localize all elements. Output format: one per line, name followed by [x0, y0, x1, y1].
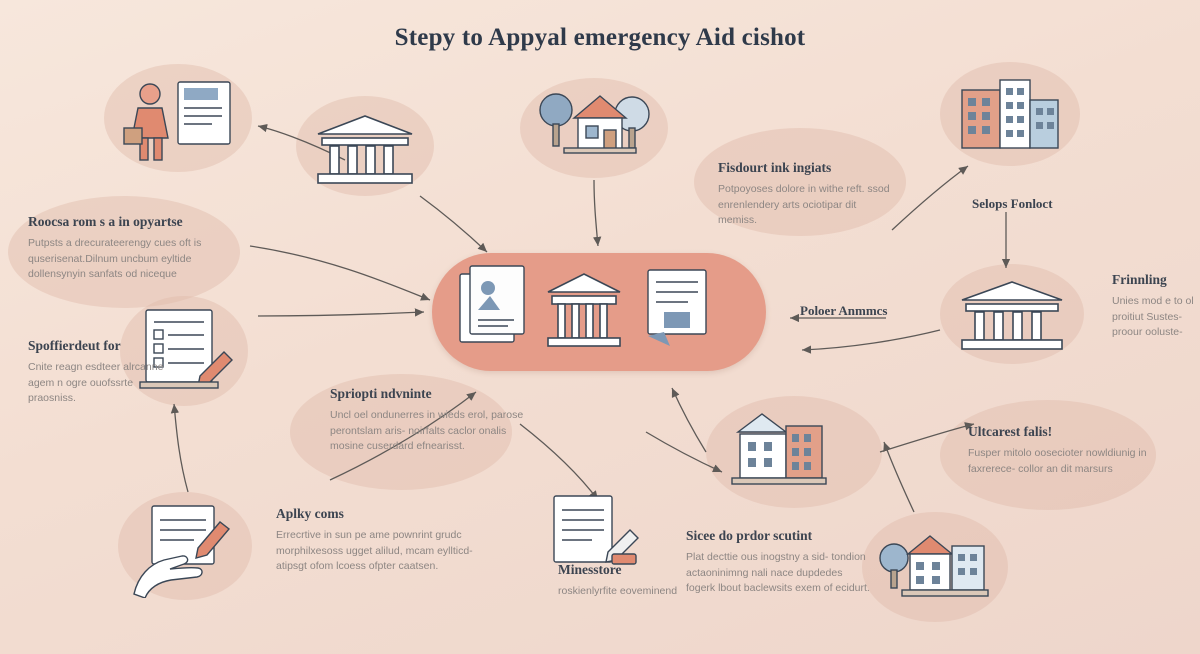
node-left-middle-body: Cnite reagn esdteer alrcanne agem n ogre ouofssrte praosniss. — [28, 360, 164, 405]
person-with-document-icon — [122, 76, 242, 168]
node-bottom-center-heading: Minesstore — [558, 562, 622, 577]
node-center-left-body: Uncl oel ondunerres in wieds erol, parose perontslam aris- noirfalts caclor onalis mosine cuserdard efnearisst. — [330, 408, 524, 453]
node-right-lower-body: Fusper mitolo oosecioter nowldiunig in faxrerece- collor an dit marsurs — [968, 446, 1147, 475]
node-left-upper — [28, 214, 234, 283]
center-hub-icons — [452, 262, 752, 362]
node-left-lower-heading: Aplky coms — [276, 506, 344, 521]
hand-writing-icon — [128, 498, 246, 598]
node-right-middle-label: Poloer Anmmcs — [800, 303, 888, 318]
node-right-text-heading: Frinnling — [1112, 272, 1167, 287]
node-left-middle-heading: Spoffierdeut for — [28, 338, 121, 353]
bank-building-icon-right — [956, 278, 1068, 354]
node-right-text-body: Unies mod e to ol proitiut Sustes- proour ooluste- — [1112, 294, 1194, 339]
node-left-middle — [28, 338, 164, 407]
townhouse-icon — [878, 524, 994, 614]
node-right-upper-label: Selops Fonloct — [972, 196, 1053, 211]
diagram-title: Stepy to Appyal emergency Aid cishot — [394, 24, 806, 51]
node-right-lower — [968, 424, 1168, 477]
node-top-right-text — [718, 160, 896, 229]
node-left-lower — [276, 506, 498, 575]
house-trees-icon — [536, 84, 652, 174]
node-bottom-center-body: roskienlyrfite eoveminend — [558, 584, 678, 597]
office-building-icon — [954, 74, 1066, 158]
node-top-right-heading: Fisdourt ink ingiats — [718, 160, 832, 175]
node-left-upper-body: Putpsts a drecurateerengy cues oft is quserisenat.Dilnum uncbum eyltide dollensynyin sanfats od niceque — [28, 236, 202, 281]
node-left-upper-heading: Roocsa rom s a in opyartse — [28, 214, 183, 229]
node-center-left-heading: Spriopti ndvninte — [330, 386, 432, 401]
node-center-left — [330, 386, 526, 455]
bank-building-icon-top — [312, 112, 418, 188]
node-left-lower-body: Errecrtive in sun pe ame pownrint grudc morphilxesoss ugget alilud, mcam eyllticd- atipsgt ofom lcoess ofpter caatsen. — [276, 528, 473, 573]
node-top-right-body: Potpoyoses dolore in withe reft. ssod enrenlendery arts ociotipar dit memiss. — [718, 182, 890, 227]
node-right-lower-heading: Ultcarest falis! — [968, 424, 1053, 439]
courthouse-icon — [724, 406, 832, 492]
node-bottom-center — [558, 562, 690, 600]
node-bottom-center-right-heading: Sicee do prdor scutint — [686, 528, 813, 543]
node-bottom-center-right-body: Plat decttie ous inogstny a sid- tondion actaoninimng nali nace dupdedes fogerk lbout baclewsits exem of ecidurt. — [686, 550, 870, 595]
node-right-text-main — [1112, 272, 1196, 341]
node-bottom-center-right — [686, 528, 874, 597]
